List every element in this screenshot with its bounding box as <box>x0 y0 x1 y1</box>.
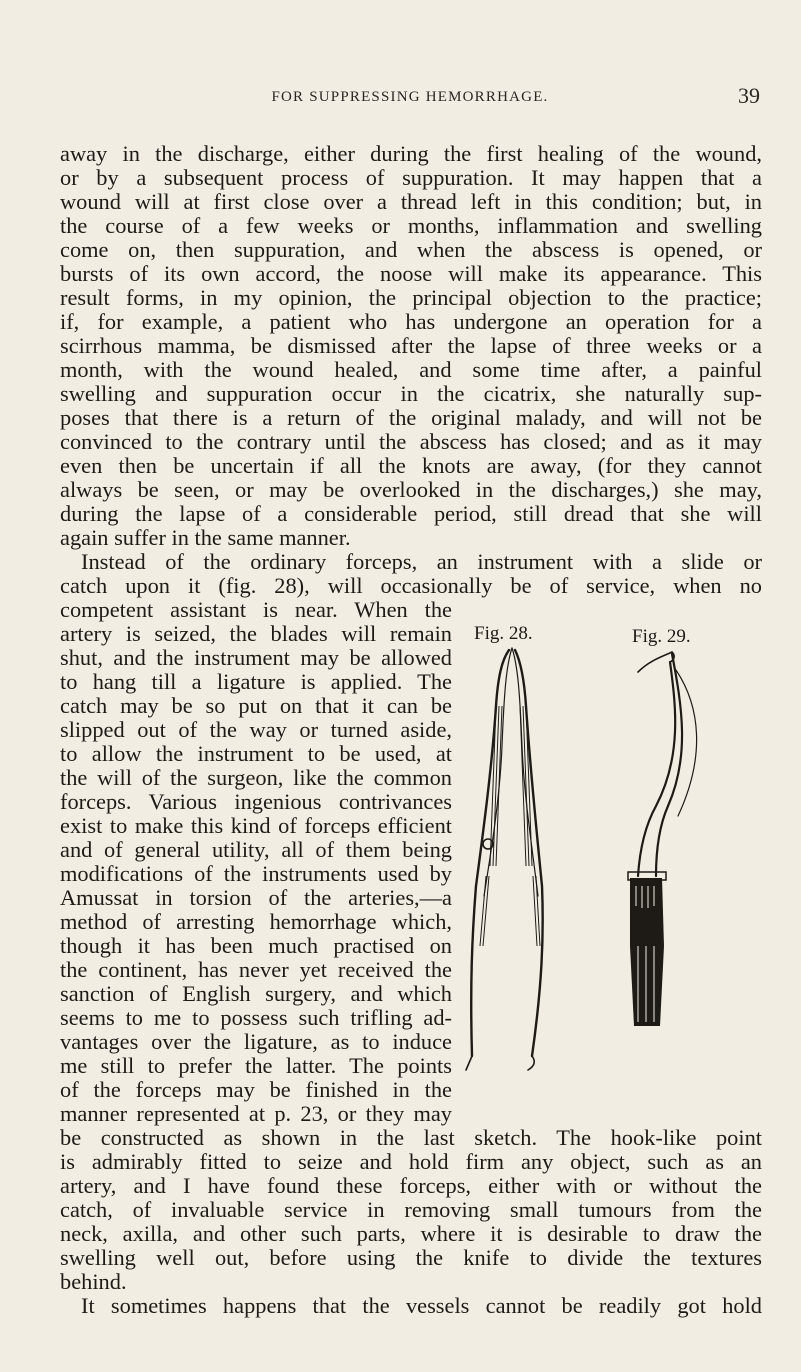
text-line: during the lapse of a considerable period, still dread that she will <box>60 501 762 526</box>
text-line: shut, and the instrument may be allowed <box>60 645 452 670</box>
text-line: or by a subsequent process of suppuration. It may happen that a <box>60 165 762 190</box>
text-line: catch upon it (fig. 28), will occasionally be of service, when no <box>60 573 762 598</box>
text-line: artery, and I have found these forceps, either with or without the <box>60 1173 762 1198</box>
text-line: exist to make this kind of forceps efficient <box>60 813 452 838</box>
text-line: the will of the surgeon, like the common <box>60 765 452 790</box>
text-line: manner represented at p. 23, or they may <box>60 1101 452 1126</box>
text-line: even then be uncertain if all the knots are away, (for they cannot <box>60 453 762 478</box>
fig-28-label: Fig. 28. <box>474 623 533 644</box>
hook-forceps-illustration <box>616 646 706 1031</box>
text-line: the course of a few weeks or months, inflammation and swelling <box>60 213 762 238</box>
text-line: and of general utility, all of them being <box>60 837 452 862</box>
text-line: Amussat in torsion of the arteries,—a <box>60 885 452 910</box>
text-line: vantages over the ligature, as to induce <box>60 1029 452 1054</box>
text-line: to allow the instrument to be used, at <box>60 741 452 766</box>
text-line: forceps. Various ingenious contrivances <box>60 789 452 814</box>
text-line: wound will at first close over a thread left in this condition; but, in <box>60 189 762 214</box>
text-line: behind. <box>60 1269 127 1294</box>
text-line: catch may be so put on that it can be <box>60 693 452 718</box>
text-line: the continent, has never yet received the <box>60 957 452 982</box>
text-line: sanction of English surgery, and which <box>60 981 452 1006</box>
text-line: if, for example, a patient who has undergone an operation for a <box>60 309 762 334</box>
fig-29-label: Fig. 29. <box>632 626 691 647</box>
text-line: It sometimes happens that the vessels cannot be readily got hold <box>81 1293 762 1318</box>
text-line: of the forceps may be finished in the <box>60 1077 452 1102</box>
page-number: 39 <box>738 83 760 108</box>
text-line: scirrhous mamma, be dismissed after the lapse of three weeks or a <box>60 333 762 358</box>
text-line: swelling and suppuration occur in the cicatrix, she naturally sup- <box>60 381 762 406</box>
text-line: be constructed as shown in the last sketch. The hook-like point <box>60 1125 762 1150</box>
text-line: to hang till a ligature is applied. The <box>60 669 452 694</box>
text-line: again suffer in the same manner. <box>60 525 351 550</box>
text-line: though it has been much practised on <box>60 933 452 958</box>
text-line: me still to prefer the latter. The points <box>60 1053 452 1078</box>
text-line: away in the discharge, either during the first healing of the wound, <box>60 141 762 166</box>
running-title: FOR SUPPRESSING HEMORRHAGE. <box>271 89 549 105</box>
text-line: catch, of invaluable service in removing small tumours from the <box>60 1197 762 1222</box>
text-line: method of arresting hemorrhage which, <box>60 909 452 934</box>
text-line: swelling well out, before using the knife to divide the textures <box>60 1245 762 1270</box>
text-line: poses that there is a return of the original malady, and will not be <box>60 405 762 430</box>
text-line: come on, then suppuration, and when the abscess is opened, or <box>60 237 762 262</box>
text-line: modifications of the instruments used by <box>60 861 452 886</box>
text-line: month, with the wound healed, and some time after, a painful <box>60 357 762 382</box>
text-line: artery is seized, the blades will remain <box>60 621 452 646</box>
text-line: result forms, in my opinion, the principal objection to the practice; <box>60 285 762 310</box>
text-line: is admirably fitted to seize and hold firm any object, such as an <box>60 1149 762 1174</box>
text-line: neck, axilla, and other such parts, where it is desirable to draw the <box>60 1221 762 1246</box>
text-line: Instead of the ordinary forceps, an instrument with a slide or <box>81 549 762 574</box>
text-line: always be seen, or may be overlooked in the discharges,) she may, <box>60 477 762 502</box>
text-line: competent assistant is near. When the <box>60 597 452 622</box>
text-line: seems to me to possess such trifling ad- <box>60 1005 452 1030</box>
text-line: slipped out of the way or turned aside, <box>60 717 452 742</box>
forceps-with-catch-illustration <box>462 646 562 1076</box>
text-line: convinced to the contrary until the abscess has closed; and as it may <box>60 429 762 454</box>
text-line: bursts of its own accord, the noose will make its appearance. This <box>60 261 762 286</box>
running-header <box>60 83 760 108</box>
